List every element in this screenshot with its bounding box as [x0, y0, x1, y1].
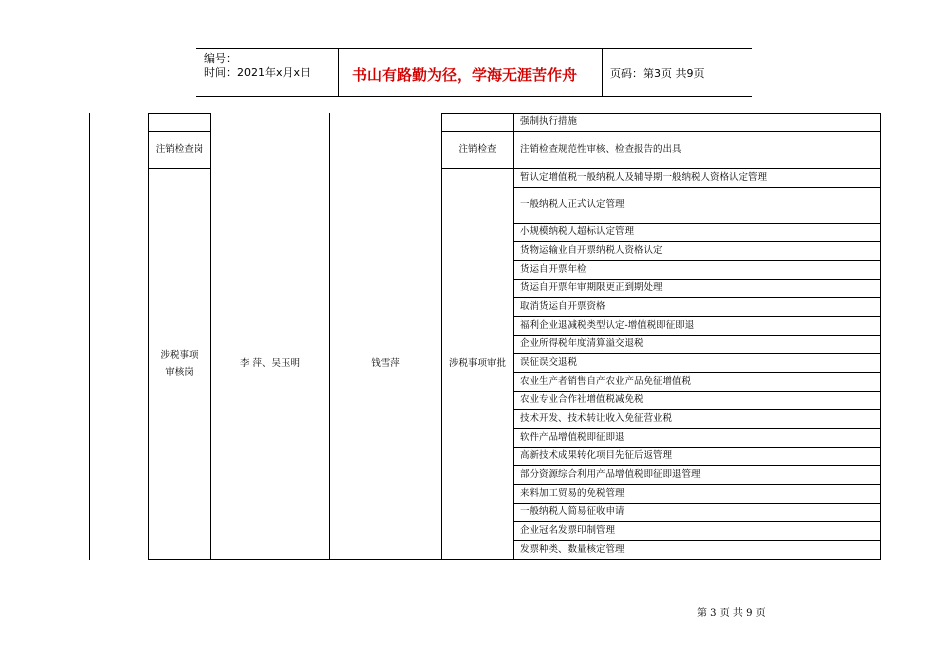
header-motto: 书山有路勤为径，学海无涯苦作舟	[352, 66, 578, 84]
duty-item: 取消货运自开票资格	[520, 301, 606, 312]
duty-item: 部分资源综合利用产品增值税即征即退管理	[520, 469, 701, 480]
item-row-line	[513, 521, 881, 522]
leader-name: 钱雪萍	[371, 358, 400, 369]
duty-item: 暂认定增值税一般纳税人及辅导期一般纳税人资格认定管理	[520, 172, 768, 183]
col-line-1	[148, 113, 149, 560]
duty-item: 小规模纳税人超标认定管理	[520, 226, 635, 237]
duty-item: 货运自开票年审期限更正到期处理	[520, 282, 663, 293]
item-row-line	[513, 540, 881, 541]
item-row-line	[513, 503, 881, 504]
page-footer: 第 3 页 共 9 页	[697, 608, 766, 619]
duty-item: 来料加工贸易的免税管理	[520, 488, 625, 499]
duty-item: 软件产品增值税即征即退	[520, 432, 625, 443]
item-row-line	[513, 428, 881, 429]
header-divider-right	[602, 48, 603, 96]
post-tax-review: 涉税事项审核岗	[160, 350, 199, 378]
staff-names: 李 萍、吴玉明	[239, 358, 301, 369]
left-margin-line	[89, 113, 90, 560]
header-top-rule	[196, 48, 752, 49]
right-table-bottom	[441, 559, 881, 560]
item-row-line	[513, 447, 881, 448]
duty-item: 农业生产者销售自产农业产品免征增值税	[520, 376, 692, 387]
left-table-top	[148, 113, 211, 114]
duty-item: 一般纳税人简易征收申请	[520, 506, 625, 517]
item-row-line	[513, 297, 881, 298]
post-cancel-inspection: 注销检查岗	[155, 144, 204, 155]
item-row-line	[513, 353, 881, 354]
duty-item: 货物运输业自开票纳税人资格认定	[520, 245, 663, 256]
item-row-line	[513, 316, 881, 317]
doc-date: 时间：2021年x月x日	[204, 66, 312, 79]
header-page-code: 页码：第3页 共9页	[610, 67, 705, 80]
category-tax-approval: 涉税事项审批	[448, 358, 506, 369]
item-row-line	[513, 187, 881, 188]
item-row-line	[513, 372, 881, 373]
left-table-bottom	[148, 559, 441, 560]
duty-item: 技术开发、技术转让收入免征营业税	[520, 413, 673, 424]
doc-number-label: 编号：	[204, 52, 237, 65]
item-row-line	[513, 279, 881, 280]
item-row-line	[513, 241, 881, 242]
duty-item: 发票种类、数量核定管理	[520, 544, 625, 555]
duty-item: 一般纳税人正式认定管理	[520, 199, 625, 210]
duty-item: 强制执行措施	[520, 116, 578, 127]
category-cancel-inspection: 注销检查	[458, 144, 497, 155]
item-row-line	[513, 223, 881, 224]
duty-item: 高新技术成果转化项目先征后返管理	[520, 450, 673, 461]
duty-item: 农业专业合作社增值税减免税	[520, 394, 644, 405]
duty-item: 企业所得税年度清算溢交退税	[520, 338, 644, 349]
item-row-line	[513, 484, 881, 485]
duty-item: 企业冠名发票印制管理	[520, 525, 616, 536]
col-line-5	[513, 113, 514, 560]
item-row-line	[513, 391, 881, 392]
duty-item: 货运自开票年检	[520, 264, 587, 275]
duty-item: 误征误交退税	[520, 357, 578, 368]
header-divider-left	[338, 48, 339, 96]
right-table-top	[441, 113, 881, 114]
duty-item: 福利企业退减税类型认定-增值税即征即退	[520, 320, 695, 331]
item-row-line	[513, 335, 881, 336]
duty-item: 注销检查规范性审核、检查报告的出具	[520, 144, 682, 155]
col-line-6	[880, 113, 881, 560]
item-row-line	[513, 465, 881, 466]
item-row-line	[513, 260, 881, 261]
header-bottom-rule	[196, 96, 752, 97]
item-row-line	[513, 409, 881, 410]
